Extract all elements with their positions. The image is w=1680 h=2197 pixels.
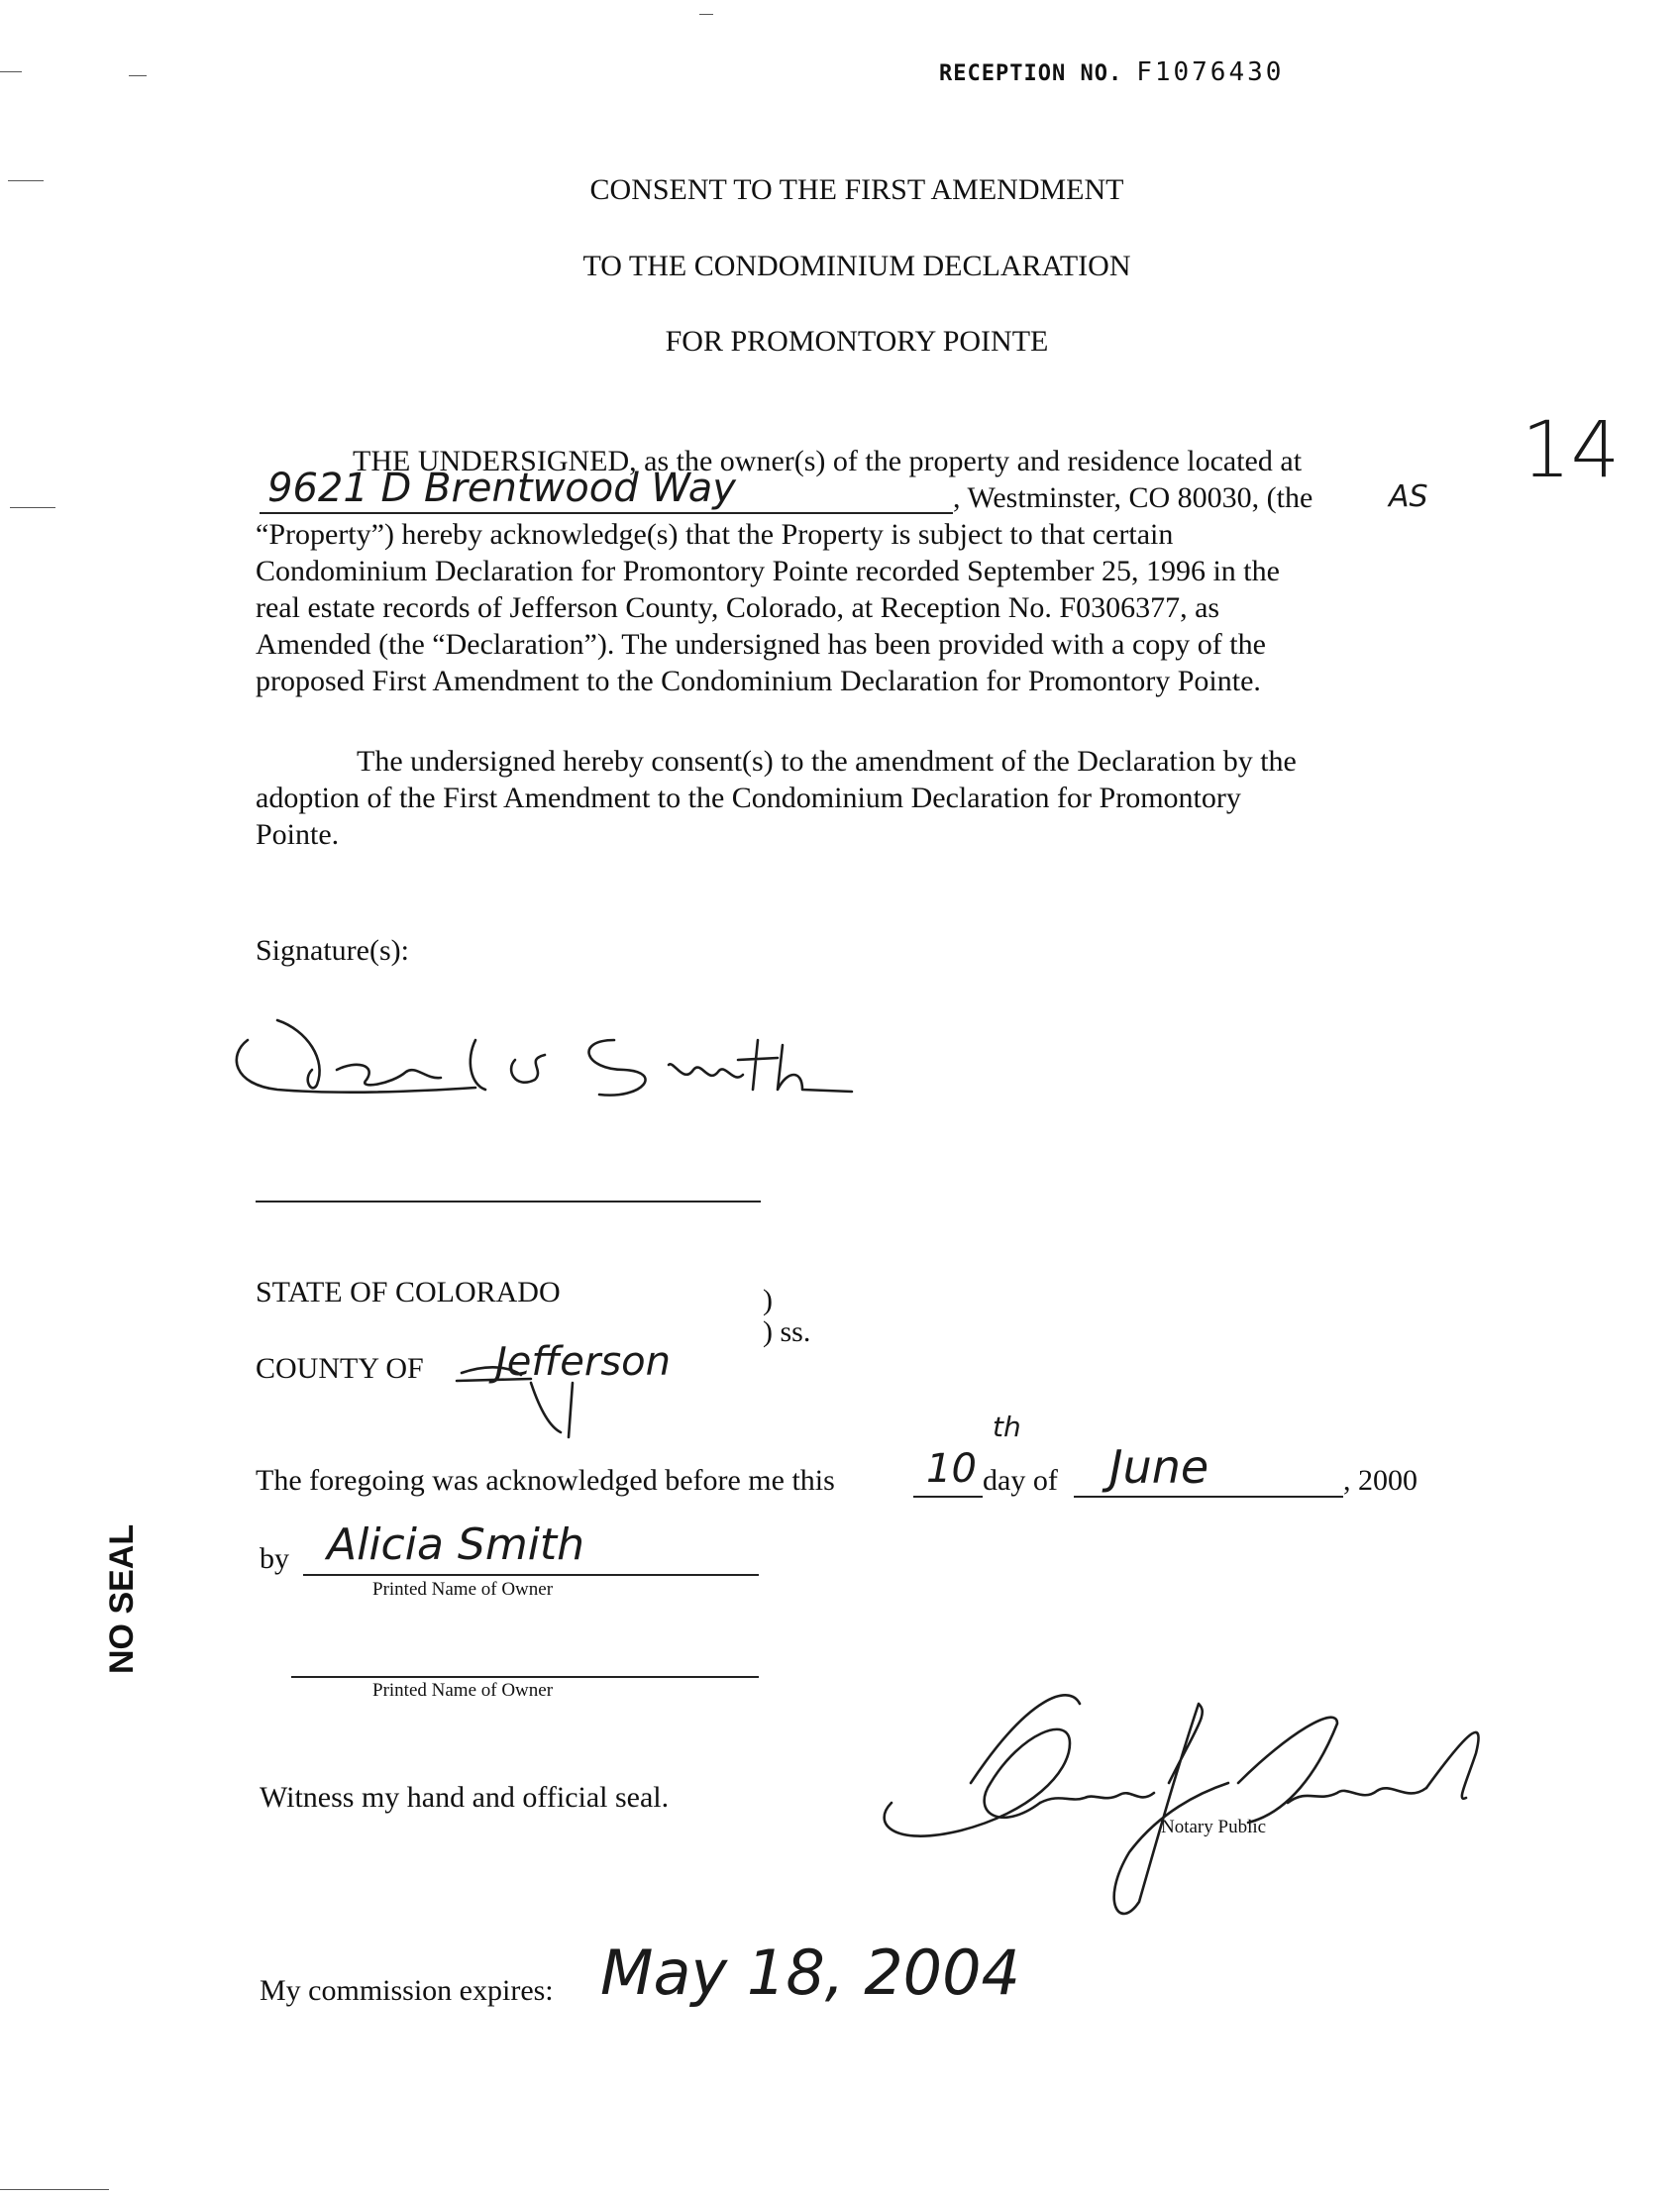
second-signature-line [256,1201,761,1203]
para1-line2: “Property”) hereby acknowledge(s) that the Property is subject to that certain [256,518,1174,551]
ack-day-handwritten: 10 [926,1446,977,1492]
address-handwritten: 9621 D Brentwood Way [267,466,736,511]
printed-name-caption-2: Printed Name of Owner [372,1680,554,1701]
printed-name-caption-1: Printed Name of Owner [372,1579,554,1600]
ack-year: , 2000 [1343,1464,1418,1497]
title-line-3: FOR PROMONTORY POINTE [665,325,1049,358]
county-strikeout-mark [452,1343,788,1442]
para1-line4: real estate records of Jefferson County, Colorado, at Reception No. F0306377, as [256,591,1220,624]
no-seal-stamp: NO SEAL [103,1523,141,1674]
para2-line1: The undersigned hereby consent(s) to the amendment of the Declaration by the [357,745,1297,778]
initials-handwritten: AS [1389,479,1428,514]
reception-value: F1076430 [1136,57,1285,87]
reception-label: RECEPTION NO. [939,61,1123,86]
county-handwritten: Jefferson [495,1339,671,1385]
scan-speck [129,75,147,76]
notary-caption: Notary Public [1161,1817,1267,1837]
owner-name-handwritten: Alicia Smith [327,1519,585,1570]
by-label: by [260,1542,289,1575]
para1-city-line: , Westminster, CO 80030, (the [953,481,1313,514]
commission-label: My commission expires: [260,1974,554,2007]
owner-signature [218,1000,872,1119]
owner-name-line [303,1574,759,1576]
commission-date-handwritten: May 18, 2004 [600,1936,1020,2009]
scan-speck [0,2189,109,2190]
second-owner-name-line [291,1676,759,1678]
state-paren: ) [763,1284,773,1316]
title-line-2: TO THE CONDOMINIUM DECLARATION [582,250,1131,282]
address-line [260,512,953,514]
para1-line5: Amended (the “Declaration”). The undersigned has been provided with a copy of the [256,628,1266,661]
margin-note: 14 [1522,406,1621,495]
ack-month-handwritten: June [1109,1440,1209,1494]
para1-lead: THE UNDERSIGNED, as the owner(s) of the property and residence located at [353,445,1303,477]
title-line-1: CONSENT TO THE FIRST AMENDMENT [589,173,1124,206]
scan-speck [699,14,713,15]
ack-before: The foregoing was acknowledged before me this [256,1464,835,1497]
para2-line2: adoption of the First Amendment to the Condominium Declaration for Promontory [256,782,1241,814]
para1-line3: Condominium Declaration for Promontory Pointe recorded September 25, 1996 in the [256,555,1280,587]
month-line [1074,1496,1343,1498]
day-line [913,1496,983,1498]
notary-signature [872,1674,1525,1932]
ack-middle: day of [983,1464,1058,1497]
para2-line3: Pointe. [256,818,340,851]
state-label: STATE OF COLORADO [256,1276,561,1308]
ack-day-suffix: th [993,1411,1021,1443]
reception-number [939,57,1284,87]
signatures-label: Signature(s): [256,934,409,967]
ss-label: ) ss. [763,1315,811,1348]
scan-speck [10,507,55,508]
witness-text: Witness my hand and official seal. [260,1781,670,1814]
scan-speck [0,71,22,72]
para1-line6: proposed First Amendment to the Condominium Declaration for Promontory Pointe. [256,665,1261,697]
county-label: COUNTY OF [256,1352,424,1385]
